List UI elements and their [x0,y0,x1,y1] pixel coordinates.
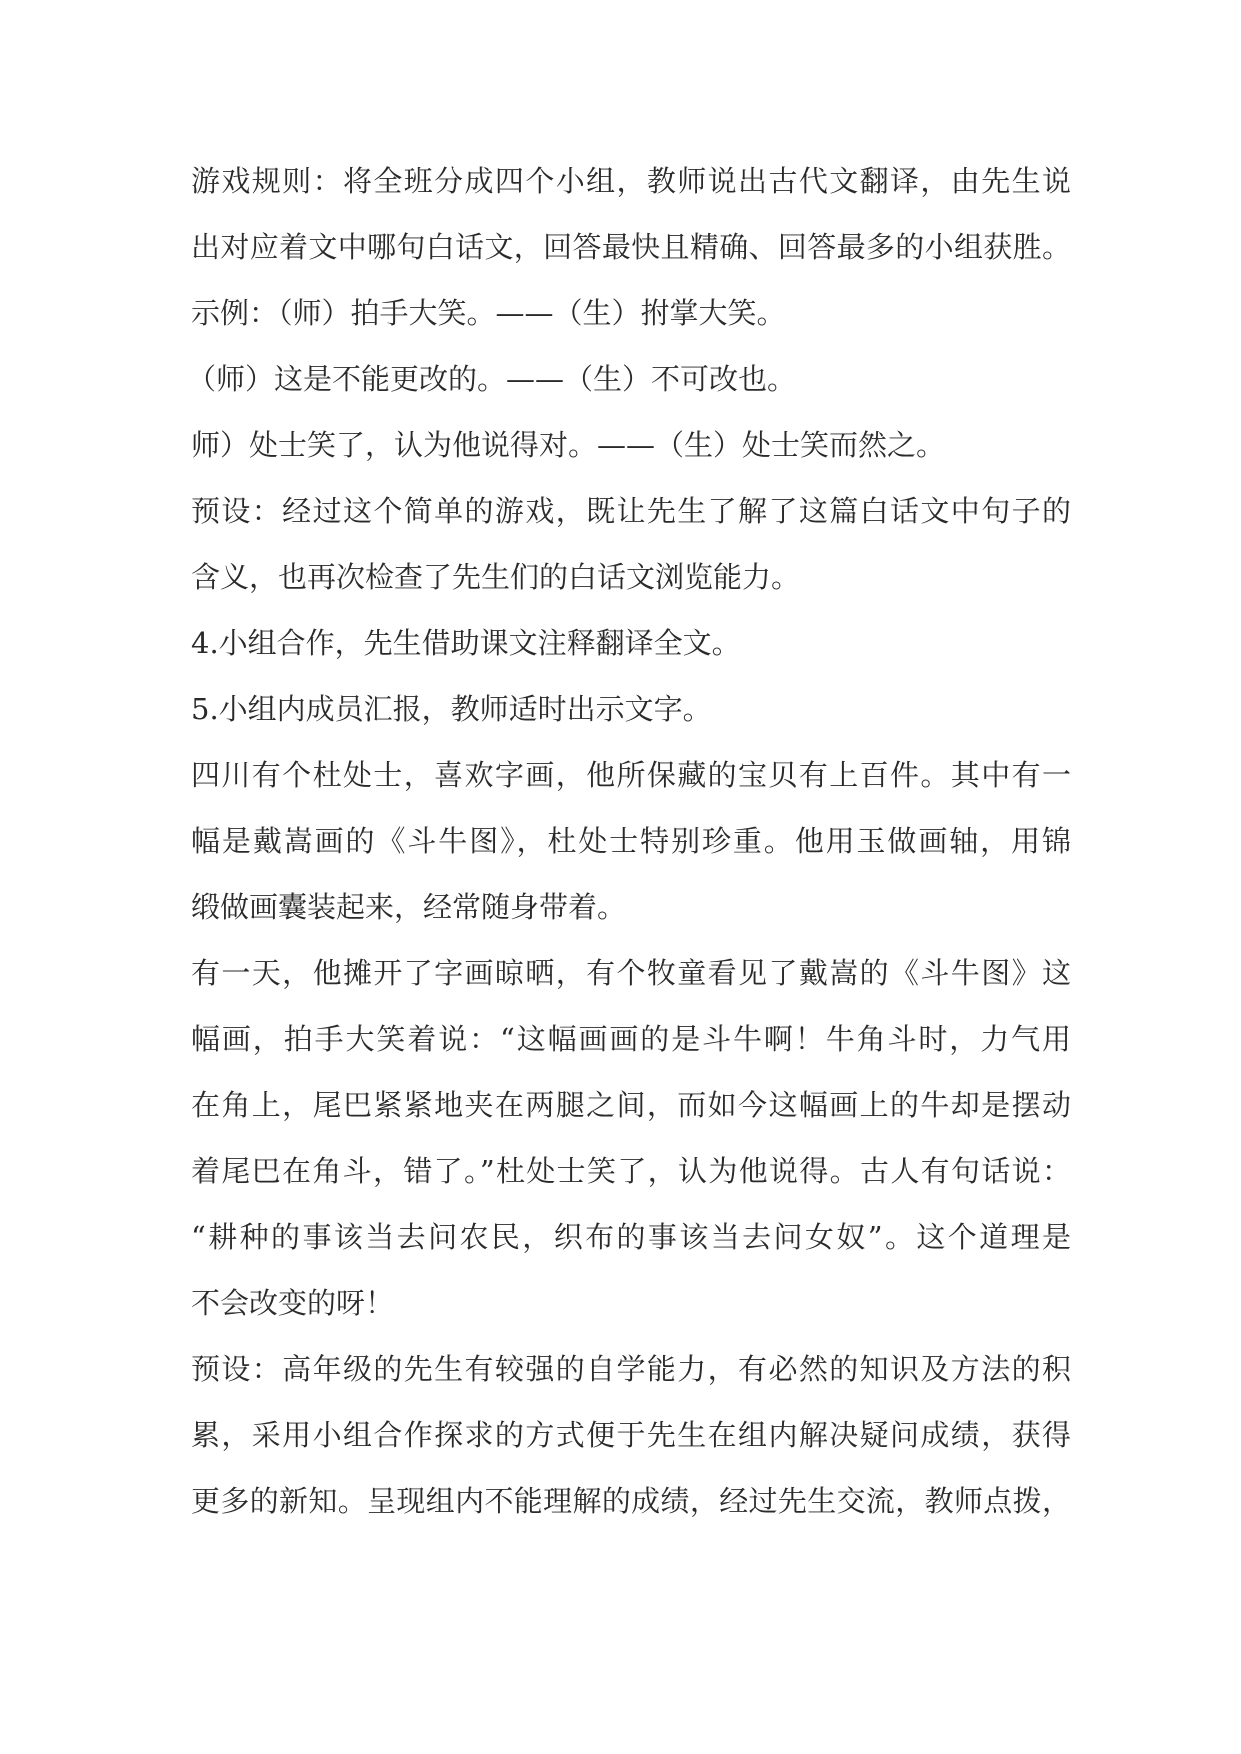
text-line-9: 5.小组内成员汇报，教师适时出示文字。 [191,692,712,726]
text-line-10: 四川有个杜处士，喜欢字画，他所保藏的宝贝有上百件。其中有一 [191,758,1071,792]
text-line-13: 有一天，他摊开了字画晾晒，有个牧童看见了戴嵩的《斗牛图》这 [191,956,1071,990]
text-line-16: 着尾巴在角斗，错了。”杜处士笑了，认为他说得。古人有句话说： [191,1154,1071,1188]
text-line-7: 含义，也再次检查了先生们的白话文浏览能力。 [191,560,801,594]
text-line-5: 师）处士笑了，认为他说得对。——（生）处士笑而然之。 [191,428,946,462]
text-line-18: 不会改变的呀！ [191,1286,395,1320]
text-line-14: 幅画，拍手大笑着说：“这幅画画的是斗牛啊！牛角斗时，力气用 [191,1022,1071,1056]
text-line-2: 出对应着文中哪句白话文，回答最快且精确、回答最多的小组获胜。 [191,230,1071,264]
text-line-19: 预设：高年级的先生有较强的自学能力，有必然的知识及方法的积 [191,1352,1071,1386]
text-line-21: 更多的新知。呈现组内不能理解的成绩，经过先生交流，教师点拨， [191,1484,1071,1518]
text-line-12: 缎做画囊装起来，经常随身带着。 [191,890,627,924]
text-line-20: 累，采用小组合作探求的方式便于先生在组内解决疑问成绩，获得 [191,1418,1071,1452]
text-line-17: “耕种的事该当去问农民，织布的事该当去问女奴”。这个道理是 [191,1220,1071,1254]
text-line-4: （师）这是不能更改的。——（生）不可改也。 [187,362,797,396]
text-line-15: 在角上，尾巴紧紧地夹在两腿之间，而如今这幅画上的牛却是摆动 [191,1088,1071,1122]
text-line-1: 游戏规则：将全班分成四个小组，教师说出古代文翻译，由先生说 [191,164,1071,198]
text-line-6: 预设：经过这个简单的游戏，既让先生了解了这篇白话文中句子的 [191,494,1071,528]
text-line-8: 4.小组合作，先生借助课文注释翻译全文。 [191,626,741,660]
text-line-3: 示例：（师）拍手大笑。——（生）拊掌大笑。 [191,296,786,330]
text-line-11: 幅是戴嵩画的《斗牛图》，杜处士特别珍重。他用玉做画轴，用锦 [191,824,1071,858]
